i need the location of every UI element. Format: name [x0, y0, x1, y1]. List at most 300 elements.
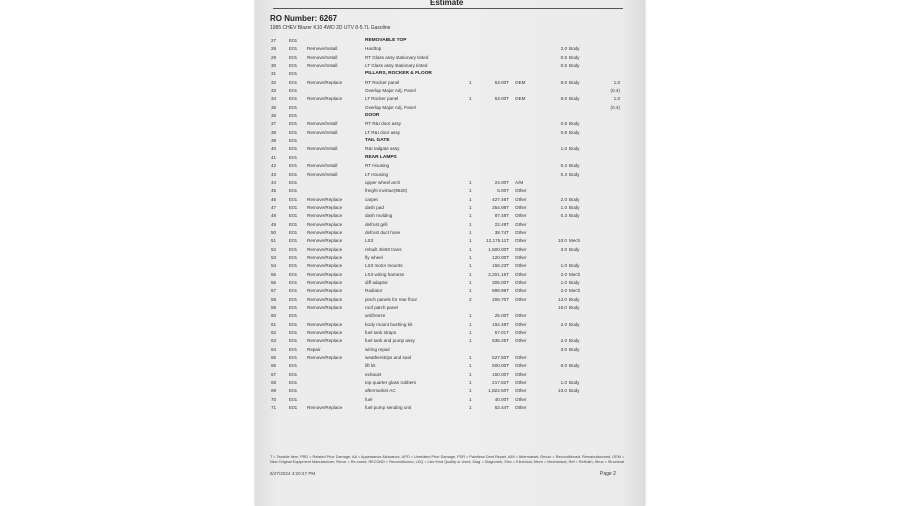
table-row [255, 87, 645, 95]
line-number: 71 [271, 405, 277, 411]
operation: Remove/Replace [307, 405, 343, 411]
table-row [255, 371, 645, 379]
line-code: E01 [289, 388, 298, 394]
estimate-page [255, 0, 645, 506]
table-row [255, 254, 645, 262]
labor-hours: 1.0 [560, 204, 567, 210]
labor-category: Body [569, 296, 580, 302]
line-code: E01 [289, 271, 298, 277]
part-type: Other [515, 371, 527, 377]
description: Overlap Major Adj. Panel [365, 88, 416, 94]
line-number: 58 [271, 296, 277, 302]
price: 62.44T [494, 405, 509, 411]
labor-hours: 2.0 [560, 271, 567, 277]
table-row [255, 212, 645, 220]
price: 150.00T [492, 371, 509, 377]
part-type: Other [515, 288, 527, 294]
part-type: Other [515, 405, 527, 411]
operation: Remove/Replace [307, 330, 343, 336]
description: aftermarket AC [365, 388, 396, 394]
labor-category: Body [569, 163, 580, 169]
table-row [255, 171, 645, 179]
labor-category: Body [569, 338, 580, 344]
price: 53.00T [494, 96, 509, 102]
line-number: 70 [271, 396, 277, 402]
quantity: 1 [469, 96, 472, 102]
line-number: 27 [271, 38, 277, 43]
line-code: E01 [289, 113, 298, 119]
quantity: 1 [469, 246, 472, 252]
labor-category: Body [569, 171, 580, 177]
additional-hours: 1.0 [613, 96, 620, 102]
line-code: E01 [289, 405, 298, 411]
labor-hours: 1.0 [560, 279, 567, 285]
price: 25.00T [494, 313, 509, 319]
line-code: E01 [289, 38, 298, 43]
description: antifreeze [365, 313, 386, 319]
line-number: 50 [271, 229, 277, 235]
quantity: 1 [469, 355, 472, 361]
labor-hours: 6.0 [560, 363, 567, 369]
operation: Remove/Replace [307, 271, 343, 277]
line-code: E01 [289, 146, 298, 152]
labor-hours: 0.5 [560, 54, 567, 60]
line-number: 34 [271, 96, 277, 102]
description: LT Glass assy stationary tinted [365, 63, 428, 69]
page-number: Page 2 [600, 471, 616, 477]
line-number: 59 [271, 305, 277, 310]
labor-hours: 10.0 [558, 388, 567, 394]
description: PILLARS, ROCKER & FLOOR [365, 71, 432, 77]
labor-category: Body [569, 246, 580, 252]
description: Radiator [365, 288, 383, 294]
labor-hours: 0.8 [560, 129, 567, 135]
description: weatherstrips and seal [365, 355, 411, 361]
labor-category: Mech [569, 238, 581, 244]
line-number: 39 [271, 138, 277, 144]
labor-category: Body [569, 380, 580, 386]
quantity: 1 [469, 380, 472, 386]
part-type: Other [515, 330, 527, 336]
price: 24.00T [494, 179, 509, 185]
line-code: E01 [289, 288, 298, 294]
labor-hours: 2.0 [560, 321, 567, 327]
table-row [255, 379, 645, 387]
labor-category: Body [569, 305, 580, 310]
table-row [255, 204, 645, 212]
quantity: 1 [469, 79, 472, 85]
table-row [255, 120, 645, 128]
line-number: 51 [271, 238, 277, 244]
line-number: 65 [271, 355, 277, 361]
table-row [255, 129, 645, 137]
price: 354.98T [492, 204, 509, 210]
table-row [255, 312, 645, 320]
quantity: 1 [469, 188, 472, 194]
line-number: 60 [271, 313, 277, 319]
line-number: 31 [271, 71, 277, 77]
part-type: Other [515, 196, 527, 202]
labor-hours: 2.0 [560, 196, 567, 202]
price: 305.00T [492, 279, 509, 285]
line-number: 42 [271, 163, 277, 169]
line-number: 40 [271, 146, 277, 152]
part-type: Other [515, 321, 527, 327]
part-type: Other [515, 380, 527, 386]
description: LS3 wiring harness [365, 271, 405, 277]
line-code: E01 [289, 263, 298, 269]
part-type: Other [515, 221, 527, 227]
ro-number: RO Number: 6267 [270, 14, 338, 23]
labor-hours: 0.3 [560, 213, 567, 219]
labor-hours: 6.0 [560, 96, 567, 102]
quantity: 1 [469, 288, 472, 294]
description: LT R&I door assy [365, 129, 401, 135]
operation: Remove/Replace [307, 321, 343, 327]
description: REMOVABLE TOP [365, 38, 407, 43]
line-code: E01 [289, 396, 298, 402]
quantity: 1 [469, 254, 472, 260]
labor-hours: 0.8 [560, 121, 567, 127]
part-type: OEM [515, 79, 526, 85]
quantity: 2 [469, 296, 472, 302]
table-row [255, 404, 645, 412]
line-items [255, 37, 645, 412]
labor-category: Body [569, 196, 580, 202]
quantity: 1 [469, 263, 472, 269]
quantity: 1 [469, 229, 472, 235]
table-row [255, 346, 645, 354]
line-number: 67 [271, 371, 277, 377]
table-row [255, 329, 645, 337]
table-row [255, 396, 645, 404]
vehicle-description: 1985 CHEV Blazer K10 4WD 2D UTV 8-5.7L Gasoline [270, 25, 391, 31]
price: 12,175.11T [486, 238, 509, 244]
price: 87.48T [494, 213, 509, 219]
line-number: 61 [271, 321, 277, 327]
table-row [255, 271, 645, 279]
labor-category: Body [569, 129, 580, 135]
line-code: E01 [289, 129, 298, 135]
operation: Remove/Replace [307, 229, 343, 235]
line-number: 47 [271, 204, 277, 210]
line-number: 41 [271, 154, 277, 160]
quantity: 1 [469, 321, 472, 327]
table-row [255, 262, 645, 270]
price: 1,822.50T [488, 388, 509, 394]
quantity: 1 [469, 238, 472, 244]
price: 5.00T [497, 188, 509, 194]
labor-hours: 0.3 [560, 171, 567, 177]
line-number: 69 [271, 388, 277, 394]
labor-hours: 3.0 [560, 246, 567, 252]
quantity: 1 [469, 396, 472, 402]
labor-category: Body [569, 96, 580, 102]
operation: Remove/Install [307, 129, 338, 135]
part-type: Other [515, 188, 527, 194]
description: fuel pump sending unit [365, 405, 412, 411]
background-left [0, 0, 255, 506]
labor-hours: 1.0 [560, 146, 567, 152]
labor-hours: 2.0 [560, 338, 567, 344]
line-code: E01 [289, 346, 298, 352]
part-type: Other [515, 213, 527, 219]
price: 500.00T [492, 363, 509, 369]
description: freight invirtue(9520) [365, 188, 408, 194]
labor-hours: 2.0 [560, 288, 567, 294]
labor-hours: 1.0 [560, 380, 567, 386]
table-row [255, 354, 645, 362]
labor-category: Body [569, 279, 580, 285]
price: 206.70T [492, 296, 509, 302]
quantity: 1 [469, 338, 472, 344]
table-row [255, 112, 645, 120]
description: DOOR [365, 113, 380, 119]
line-code: E01 [289, 246, 298, 252]
description: fly wheel [365, 254, 383, 260]
line-code: E01 [289, 121, 298, 127]
table-row [255, 79, 645, 87]
line-code: E01 [289, 279, 298, 285]
description: LT Housing [365, 171, 389, 177]
line-code: E01 [289, 54, 298, 60]
labor-hours: 10.0 [558, 238, 567, 244]
quantity: 1 [469, 388, 472, 394]
description: TAIL GATE [365, 138, 390, 144]
part-type: Other [515, 238, 527, 244]
operation: Remove/Install [307, 63, 338, 69]
operation: Remove/Replace [307, 279, 343, 285]
footer-legend: T = Taxable Item, PRD = Related Prior Damage, AA = Appearance Allowance, UPD = Unrelated Prior Damage, PDR = Paintless Dent Repair, A/M = Aftermarket, Recon = Reconditioned, Remanufactured, OEM = New Original Equipment Manufacturer, Recor = Re-cored, RECOND = Reconditioned, LKQ = Like Kind Quality or Used, Diag = Diagnostic, Elec = Electrical, Mech = Mechanical, Ref = Refinish, Struc = Structural [270, 455, 625, 464]
operation: Remove/Replace [307, 238, 343, 244]
quantity: 1 [469, 313, 472, 319]
footer-date: 6/27/2024 4:20:47 PM [270, 471, 316, 476]
line-code: E01 [289, 79, 298, 85]
description: fuel tank and pump assy [365, 338, 415, 344]
line-number: 54 [271, 263, 277, 269]
part-type: Other [515, 296, 527, 302]
line-code: E01 [289, 46, 298, 52]
operation: Remove/Install [307, 54, 338, 60]
operation: Remove/Replace [307, 213, 343, 219]
line-code: E01 [289, 238, 298, 244]
line-code: E01 [289, 138, 298, 144]
operation: Remove/Replace [307, 246, 343, 252]
description: upper wheel arch [365, 179, 401, 185]
labor-category: Body [569, 146, 580, 152]
labor-hours: 0.5 [560, 63, 567, 69]
description: diff adaptor [365, 279, 388, 285]
price: 40.00T [494, 396, 509, 402]
additional-hours: (0.4) [610, 88, 620, 94]
labor-category: Body [569, 388, 580, 394]
line-code: E01 [289, 371, 298, 377]
line-code: E01 [289, 296, 298, 302]
line-code: E01 [289, 204, 298, 210]
operation: Remove/Install [307, 46, 338, 52]
line-number: 44 [271, 179, 277, 185]
table-row [255, 321, 645, 329]
labor-category: Mech [569, 288, 581, 294]
description: LT Rocker panel [365, 96, 399, 102]
line-number: 49 [271, 221, 277, 227]
quantity: 1 [469, 204, 472, 210]
part-type: OEM [515, 96, 526, 102]
description: wiring repair [365, 346, 391, 352]
table-row [255, 296, 645, 304]
part-type: Other [515, 396, 527, 402]
table-row [255, 337, 645, 345]
operation: Remove/Replace [307, 263, 343, 269]
line-code: E01 [289, 330, 298, 336]
line-number: 37 [271, 121, 277, 127]
table-row [255, 54, 645, 62]
line-number: 53 [271, 254, 277, 260]
line-number: 64 [271, 346, 277, 352]
line-code: E01 [289, 171, 298, 177]
table-row [255, 95, 645, 103]
description: exhaust [365, 371, 382, 377]
labor-category: Body [569, 363, 580, 369]
quantity: 1 [469, 196, 472, 202]
line-number: 46 [271, 196, 277, 202]
description: LS3 [365, 238, 374, 244]
price: 527.50T [492, 355, 509, 361]
price: 192.48T [492, 321, 509, 327]
line-number: 29 [271, 54, 277, 60]
table-row [255, 187, 645, 195]
table-row [255, 62, 645, 70]
operation: Remove/Replace [307, 288, 343, 294]
line-code: E01 [289, 321, 298, 327]
price: 156.23T [492, 263, 509, 269]
line-code: E01 [289, 305, 298, 310]
description: dash molding [365, 213, 393, 219]
operation: Remove/Replace [307, 196, 343, 202]
quantity: 1 [469, 279, 472, 285]
line-code: E01 [289, 229, 298, 235]
description: REAR LAMPS [365, 154, 397, 160]
line-code: E01 [289, 355, 298, 361]
description: lift kit [365, 363, 376, 369]
line-number: 32 [271, 79, 277, 85]
description: defrost duct hose [365, 229, 401, 235]
line-number: 62 [271, 330, 277, 336]
line-code: E01 [289, 196, 298, 202]
description: dash pad [365, 204, 384, 210]
line-code: E01 [289, 221, 298, 227]
labor-category: Body [569, 46, 580, 52]
description: Overlap Major Adj. Panel [365, 104, 416, 110]
operation: Remove/Replace [307, 254, 343, 260]
line-number: 63 [271, 338, 277, 344]
page-header [255, 0, 645, 9]
labor-hours: 6.0 [560, 79, 567, 85]
description: top quarter glass rubbers [365, 380, 417, 386]
labor-hours: 2.0 [560, 46, 567, 52]
part-type: Other [515, 313, 527, 319]
line-number: 66 [271, 363, 277, 369]
labor-category: Body [569, 204, 580, 210]
operation: Remove/Install [307, 146, 338, 152]
table-row [255, 162, 645, 170]
quantity: 1 [469, 330, 472, 336]
table-row [255, 237, 645, 245]
line-number: 56 [271, 279, 277, 285]
description: RT R&I door assy [365, 121, 402, 127]
line-code: E01 [289, 254, 298, 260]
operation: Remove/Replace [307, 338, 343, 344]
line-code: E01 [289, 163, 298, 169]
operation: Remove/Replace [307, 79, 343, 85]
price: 120.00T [492, 254, 509, 260]
description: RT Housing [365, 163, 390, 169]
price: 38.74T [494, 229, 509, 235]
operation: Remove/Replace [307, 305, 343, 310]
line-number: 52 [271, 246, 277, 252]
part-type: Other [515, 355, 527, 361]
line-code: E01 [289, 71, 298, 77]
labor-category: Body [569, 263, 580, 269]
part-type: Other [515, 363, 527, 369]
quantity: 1 [469, 405, 472, 411]
description: RT Rocker panel [365, 79, 400, 85]
additional-hours: 1.0 [613, 79, 620, 85]
table-row [255, 196, 645, 204]
price: 22.49T [494, 221, 509, 227]
description: roof patch panel [365, 305, 398, 310]
part-type: Other [515, 263, 527, 269]
table-row [255, 362, 645, 370]
line-code: E01 [289, 96, 298, 102]
operation: Remove/Install [307, 171, 338, 177]
description: rebuilt 4le60 trans [365, 246, 402, 252]
labor-category: Mech [569, 271, 581, 277]
part-type: Other [515, 271, 527, 277]
line-code: E01 [289, 154, 298, 160]
line-number: 33 [271, 88, 277, 94]
quantity: 1 [469, 221, 472, 227]
line-number: 36 [271, 113, 277, 119]
line-code: E01 [289, 88, 298, 94]
table-row [255, 104, 645, 112]
part-type: Other [515, 254, 527, 260]
labor-category: Body [569, 346, 580, 352]
operation: Remove/Replace [307, 204, 343, 210]
description: pinch panels for rear floor [365, 296, 418, 302]
labor-category: Body [569, 54, 580, 60]
line-code: E01 [289, 63, 298, 69]
quantity: 1 [469, 363, 472, 369]
line-number: 43 [271, 171, 277, 177]
operation: Remove/Replace [307, 221, 343, 227]
line-code: E01 [289, 104, 298, 110]
line-number: 45 [271, 188, 277, 194]
description: Hardtop [365, 46, 382, 52]
table-row [255, 37, 645, 45]
description: defrost grill [365, 221, 388, 227]
table-row [255, 45, 645, 53]
line-code: E01 [289, 213, 298, 219]
operation: Remove/Replace [307, 296, 343, 302]
line-number: 38 [271, 129, 277, 135]
line-number: 30 [271, 63, 277, 69]
part-type: Other [515, 279, 527, 285]
labor-category: Body [569, 121, 580, 127]
line-code: E01 [289, 363, 298, 369]
labor-category: Body [569, 79, 580, 85]
labor-hours: 3.0 [560, 346, 567, 352]
